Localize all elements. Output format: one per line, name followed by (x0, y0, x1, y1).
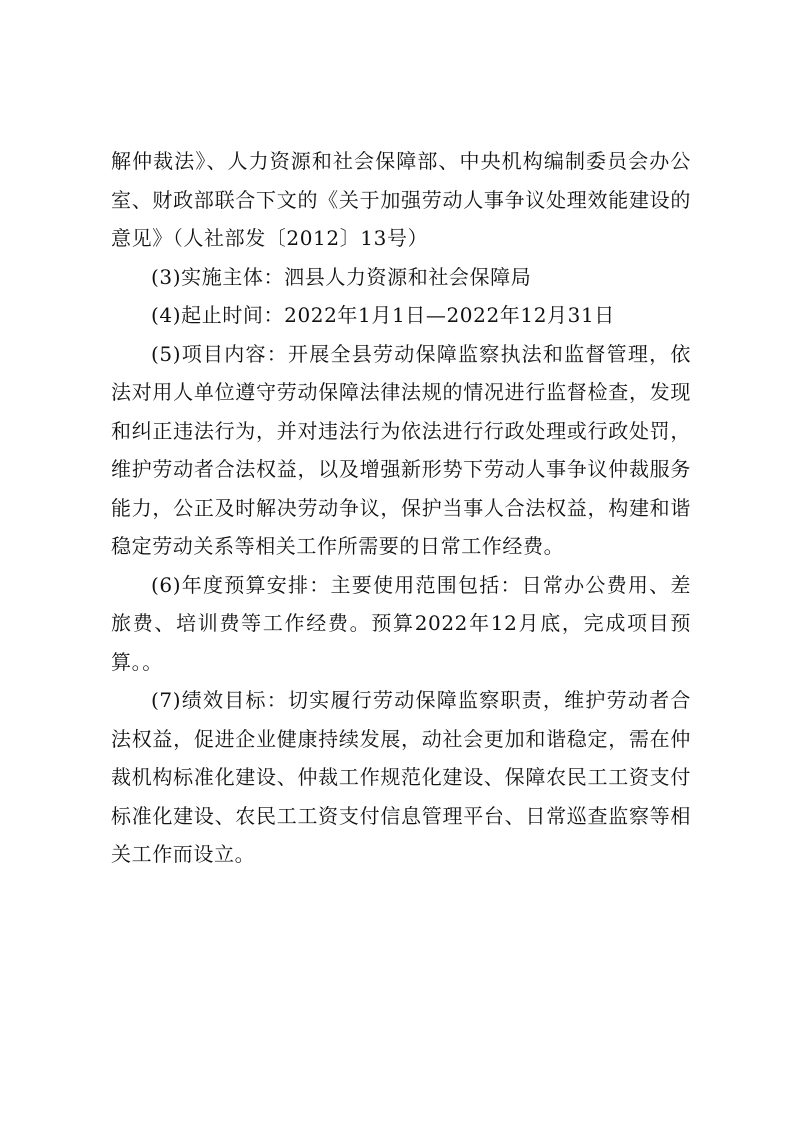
paragraph-period: (4)起止时间：2022年1月1日—2022年12月31日 (151, 303, 615, 327)
paragraph-implementing-entity: (3)实施主体：泗县人力资源和社会保障局 (151, 264, 532, 289)
paragraph-annual-budget: (6)年度预算安排：主要使用范围包括：日常办公费用、差旅费、培训费等工作经费。预算2022年12月底，完成项目预算。。 (111, 572, 691, 674)
document-body (111, 142, 691, 874)
paragraph-project-content: (5)项目内容：开展全县劳动保障监察执法和监督管理，依法对用人单位遵守劳动保障法律法规的情况进行监督检查，发现和纠正违法行为，并对违法行为依法进行行政处理或行政处罚，维护劳动者合法权益，以及增强新形势下劳动人事争议仲裁服务能力，公正及时解决劳动争议，保护当事人合法权益，构建和谐稳定劳动关系等相关工作所需要的日常工作经费。 (111, 341, 691, 558)
paragraph-performance-goals: (7)绩效目标：切实履行劳动保障监察职责，维护劳动者合法权益，促进企业健康持续发展，动社会更加和谐稳定，需在仲裁机构标准化建设、仲裁工作规范化建设、保障农民工工资支付标准化建设、农民工工资支付信息管理平台、日常巡查监察等相关工作而设立。 (111, 688, 691, 866)
paragraph-legal-basis-continued: 解仲裁法》、人力资源和社会保障部、中央机构编制委员会办公室、财政部联合下文的《关于加强劳动人事争议处理效能建设的意见》（人社部发〔2012〕13号） (111, 149, 691, 250)
